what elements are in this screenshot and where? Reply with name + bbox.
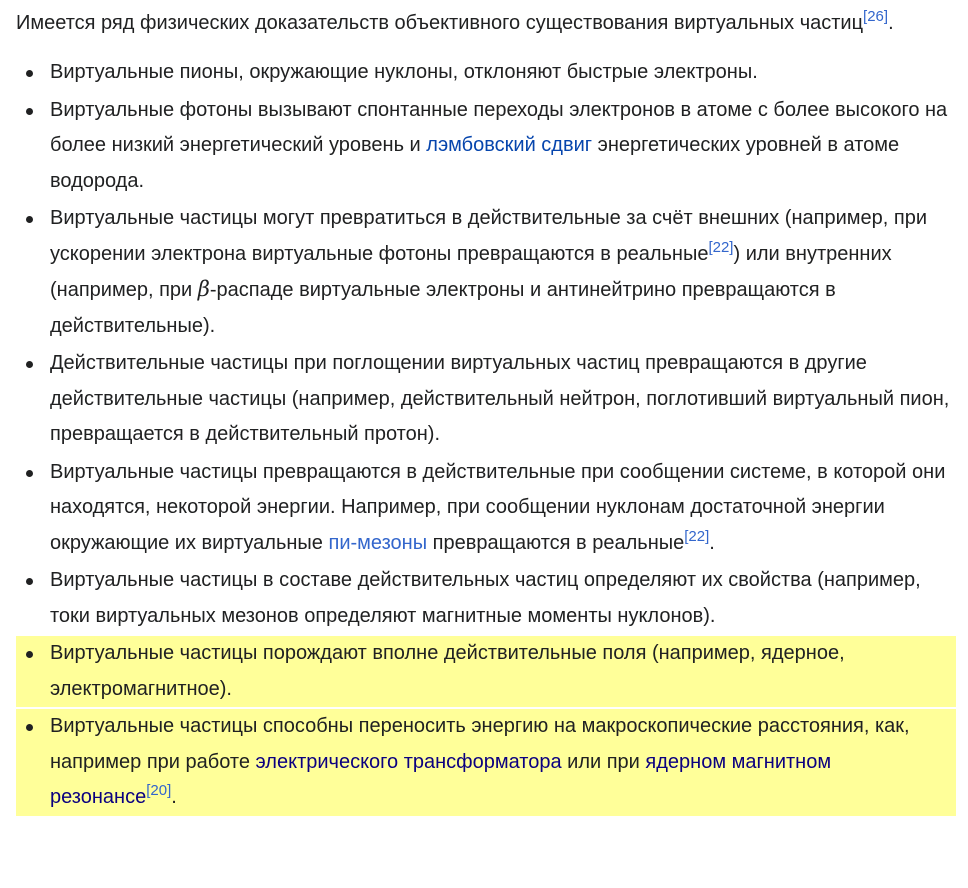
item-text: или при bbox=[561, 750, 646, 773]
item-text: энергетических уровней в атоме водорода. bbox=[50, 134, 900, 192]
citation-26[interactable] bbox=[863, 8, 888, 25]
item-text: Действительные частицы при поглощении виртуальных частиц превращаются в другие действительные частицы (например, действительный нейтрон, поглотивший виртуальный пион, превращается в действительный протон). bbox=[50, 352, 950, 445]
item-text: Виртуальные фотоны вызывают спонтанные переходы электронов в атоме с более высокого на более низкий энергетический уровень и bbox=[50, 98, 948, 156]
item-text: Виртуальные пионы, окружающие нуклоны, отклоняют быстрые электроны. bbox=[50, 61, 758, 83]
lamb-shift-link[interactable]: лэмбовский сдвиг bbox=[426, 134, 593, 156]
list-item bbox=[16, 346, 956, 453]
list-item-highlighted bbox=[16, 636, 956, 707]
citation-22-link[interactable]: [22] bbox=[708, 238, 734, 256]
item-text: . bbox=[171, 786, 177, 808]
citation-22[interactable] bbox=[708, 239, 733, 256]
intro-paragraph bbox=[16, 6, 956, 41]
bullet-icon bbox=[26, 470, 33, 477]
item-text: -распаде виртуальные электроны и антинейтрино превращаются в действительные). bbox=[50, 279, 836, 337]
citation-20-link[interactable]: [20] bbox=[146, 782, 172, 799]
item-text: Виртуальные частицы превращаются в действительные при сообщении системе, в которой они находятся, некоторой энергии. Например, при сообщении нуклонам достаточной энергии окружающие их виртуальные bbox=[50, 460, 946, 554]
pi-meson-link[interactable]: пи-мезоны bbox=[328, 531, 428, 554]
bullet-icon bbox=[26, 651, 33, 658]
citation-22-link[interactable]: [22] bbox=[684, 527, 710, 545]
bullet-icon bbox=[26, 216, 33, 223]
list-item bbox=[16, 93, 956, 200]
citation-26-link[interactable]: [26] bbox=[863, 8, 889, 25]
list-item-highlighted bbox=[16, 709, 956, 816]
article-content bbox=[16, 6, 956, 818]
citation-22[interactable] bbox=[684, 528, 709, 545]
item-text: ) или внутренних (например, при bbox=[50, 242, 892, 301]
item-text: Виртуальные частицы порождают вполне действительные поля (например, ядерное, электромагнитное). bbox=[50, 642, 845, 700]
bullet-icon bbox=[26, 578, 33, 585]
list-item bbox=[16, 55, 956, 91]
item-text: Виртуальные частицы могут превратиться в действительные за счёт внешних (например, при ускорении электрона виртуальные фотоны превращаются в реальные bbox=[50, 207, 927, 265]
bullet-icon bbox=[26, 361, 33, 368]
intro-text: Имеется ряд физических доказательств объективного существования виртуальных частиц bbox=[16, 12, 864, 34]
evidence-list bbox=[16, 55, 956, 816]
item-text: Виртуальные частицы в составе действительных частиц определяют их свойства (например, токи виртуальных мезонов определяют магнитные моменты нуклонов). bbox=[50, 569, 921, 627]
bullet-icon bbox=[26, 108, 33, 115]
beta-symbol: β bbox=[197, 277, 210, 301]
bullet-icon bbox=[26, 724, 33, 731]
item-text: . bbox=[709, 531, 715, 554]
item-text: превращаются в реальные bbox=[427, 531, 685, 554]
nmr-link[interactable]: ядерном магнитном резонансе bbox=[50, 750, 832, 808]
transformer-link[interactable]: электрического трансформатора bbox=[255, 750, 562, 773]
list-item bbox=[16, 563, 956, 634]
bullet-icon bbox=[26, 70, 33, 77]
intro-end: . bbox=[888, 12, 894, 34]
list-item bbox=[16, 201, 956, 344]
item-text: Виртуальные частицы способны переносить энергию на макроскопические расстояния, как, например при работе bbox=[50, 715, 910, 773]
list-item bbox=[16, 455, 956, 562]
citation-20[interactable] bbox=[146, 782, 171, 799]
